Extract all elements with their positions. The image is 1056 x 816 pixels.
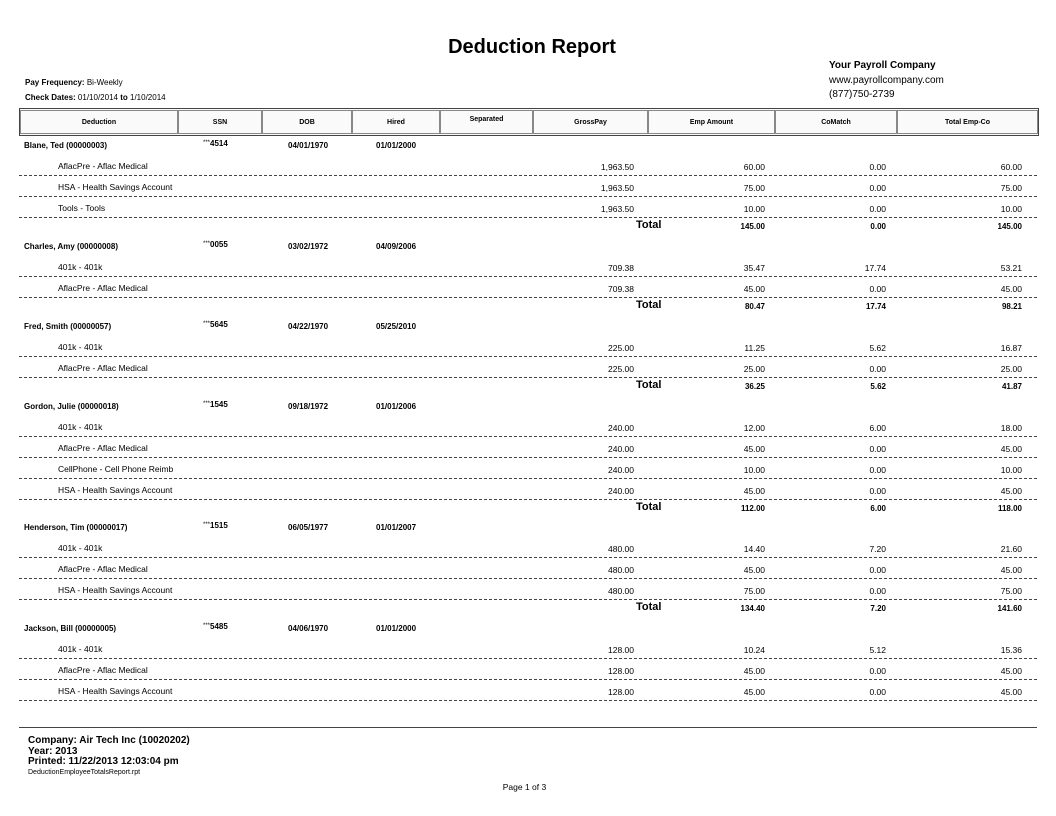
row-divider: [19, 658, 1037, 659]
deduction-row: [0, 581, 1056, 602]
ssn-mask: ***: [203, 140, 211, 146]
row-divider: [19, 499, 1037, 500]
ssn-last4: 5485: [210, 622, 228, 631]
emp-amount: 45.00: [743, 565, 765, 575]
deduction-name: HSA - Health Savings Account: [58, 585, 173, 595]
co-match: 0.00: [869, 444, 886, 454]
emp-amount: 10.24: [743, 645, 765, 655]
employee-name: Jackson, Bill (00000005): [24, 624, 117, 633]
ssn-mask: ***: [203, 401, 211, 407]
gross-pay: 240.00: [608, 486, 634, 496]
co-match: 0.00: [869, 586, 886, 596]
gross-pay: 709.38: [608, 263, 634, 273]
co-match: 7.20: [869, 544, 886, 554]
emp-amount: 45.00: [743, 687, 765, 697]
employee-total-row: [0, 379, 1056, 395]
total-emp-co: 18.00: [1000, 423, 1022, 433]
row-divider: [19, 297, 1037, 298]
employee-total-row: [0, 299, 1056, 315]
footer-printed: Printed: 11/22/2013 12:03:04 pm: [28, 756, 179, 767]
employee-hired: 04/09/2006: [376, 242, 417, 251]
emp-amount: 45.00: [743, 444, 765, 454]
ssn-mask: ***: [203, 241, 211, 247]
total-emp-co-sum: 98.21: [1001, 302, 1022, 311]
deduction-name: HSA - Health Savings Account: [58, 182, 173, 192]
employee-name: Fred, Smith (00000057): [24, 322, 112, 331]
row-divider: [19, 679, 1037, 680]
employee-ssn: [203, 139, 228, 148]
footer-report-file: DeductionEmployeeTotalsReport.rpt: [28, 768, 141, 776]
emp-amount: 45.00: [743, 666, 765, 676]
col-header-separated: Separated: [440, 110, 533, 134]
check-dates-line: [25, 91, 166, 106]
employee-dob: 04/06/1970: [288, 624, 329, 633]
col-header-hired: Hired: [352, 110, 440, 134]
total-co-match: 5.62: [870, 382, 886, 391]
pay-frequency-label: Pay Frequency:: [25, 78, 85, 87]
payroll-company-phone: (877)750-2739: [829, 89, 895, 100]
page-number: Page 1 of 3: [502, 782, 547, 792]
emp-amount: 60.00: [743, 162, 765, 172]
total-emp-amount: 145.00: [740, 222, 765, 231]
employee-dob: 06/05/1977: [288, 523, 329, 532]
deduction-row: [0, 258, 1056, 279]
report-title: Deduction Report: [448, 36, 616, 58]
emp-amount: 11.25: [744, 343, 765, 353]
deduction-row: [0, 640, 1056, 661]
emp-amount: 75.00: [743, 183, 765, 193]
employee-ssn: [203, 521, 228, 530]
employee-ssn: [203, 240, 228, 249]
ssn-mask: ***: [203, 321, 211, 327]
deduction-name: AflacPre - Aflac Medical: [58, 564, 148, 574]
total-emp-co: 10.00: [1000, 465, 1022, 475]
col-header-deduction: Deduction: [20, 110, 178, 134]
total-emp-co: 45.00: [1000, 284, 1022, 294]
total-co-match: 0.00: [870, 222, 886, 231]
employee-hired: 01/01/2000: [376, 624, 417, 633]
total-label: Total: [636, 601, 662, 613]
gross-pay: 240.00: [608, 423, 634, 433]
emp-amount: 45.00: [743, 486, 765, 496]
row-divider: [19, 276, 1037, 277]
employee-total-row: [0, 501, 1056, 517]
total-emp-co: 25.00: [1000, 364, 1022, 374]
deduction-row: [0, 178, 1056, 199]
footer-rule: [19, 727, 1037, 728]
gross-pay: 240.00: [608, 444, 634, 454]
employee-total-row: [0, 219, 1056, 235]
emp-amount: 75.00: [743, 586, 765, 596]
total-label: Total: [636, 501, 662, 513]
gross-pay: 128.00: [608, 666, 634, 676]
gross-pay: 1,963.50: [600, 162, 634, 172]
deduction-name: AflacPre - Aflac Medical: [58, 443, 148, 453]
co-match: 6.00: [869, 423, 886, 433]
gross-pay: 128.00: [608, 645, 634, 655]
employee-name: Blane, Ted (00000003): [24, 141, 108, 150]
total-emp-co: 45.00: [1000, 486, 1022, 496]
col-header-total-emp-co: Total Emp-Co: [897, 110, 1038, 134]
table-header: [19, 108, 1039, 136]
row-divider: [19, 217, 1037, 218]
check-date-to-label: to: [120, 92, 128, 102]
employee-hired: 01/01/2000: [376, 141, 417, 150]
employee-dob: 04/22/1970: [288, 322, 329, 331]
report-meta: [25, 76, 166, 105]
co-match: 0.00: [869, 486, 886, 496]
employee-dob: 09/18/1972: [288, 402, 329, 411]
total-emp-co: 75.00: [1000, 586, 1022, 596]
total-emp-amount: 36.25: [744, 382, 765, 391]
deduction-row: [0, 359, 1056, 380]
deduction-name: 401k - 401k: [58, 262, 103, 272]
co-match: 0.00: [869, 687, 886, 697]
deduction-name: Tools - Tools: [58, 203, 106, 213]
deduction-row: [0, 539, 1056, 560]
total-emp-co: 21.60: [1000, 544, 1022, 554]
total-emp-co: 15.36: [1000, 645, 1022, 655]
emp-amount: 14.40: [743, 544, 765, 554]
employee-ssn: [203, 622, 228, 631]
pay-frequency-value: Bi-Weekly: [86, 78, 123, 87]
total-emp-co: 10.00: [1000, 204, 1022, 214]
employee-hired: 01/01/2007: [376, 523, 417, 532]
co-match: 0.00: [869, 204, 886, 214]
employee-hired: 01/01/2006: [376, 402, 417, 411]
row-divider: [19, 478, 1037, 479]
emp-amount: 25.00: [743, 364, 765, 374]
ssn-last4: 1515: [210, 521, 228, 530]
employee-total-row: [0, 601, 1056, 617]
row-divider: [19, 175, 1037, 176]
footer-company: Company: Air Tech Inc (10020202): [28, 735, 190, 746]
ssn-last4: 4514: [210, 139, 228, 148]
deduction-name: HSA - Health Savings Account: [58, 485, 173, 495]
deduction-row: [0, 481, 1056, 502]
deduction-row: [0, 661, 1056, 682]
co-match: 17.74: [864, 263, 886, 273]
row-divider: [19, 436, 1037, 437]
employee-ssn: [203, 320, 228, 329]
total-emp-co: 16.87: [1000, 343, 1022, 353]
employee-name: Gordon, Julie (00000018): [24, 402, 119, 411]
deduction-row: [0, 560, 1056, 581]
row-divider: [19, 377, 1037, 378]
total-emp-co-sum: 118.00: [997, 504, 1022, 513]
payroll-company-website: www.payrollcompany.com: [829, 74, 944, 86]
col-header-dob: DOB: [262, 110, 352, 134]
co-match: 0.00: [869, 162, 886, 172]
emp-amount: 10.00: [743, 204, 765, 214]
col-header-emp-amount: Emp Amount: [648, 110, 775, 134]
co-match: 0.00: [869, 183, 886, 193]
row-divider: [19, 196, 1037, 197]
employee-dob: 04/01/1970: [288, 141, 329, 150]
total-emp-co: 45.00: [1000, 565, 1022, 575]
co-match: 0.00: [869, 565, 886, 575]
check-date-to: 1/10/2014: [130, 92, 166, 102]
deduction-name: AflacPre - Aflac Medical: [58, 363, 148, 373]
total-emp-co-sum: 141.60: [997, 604, 1022, 613]
gross-pay: 1,963.50: [600, 204, 634, 214]
total-emp-co: 75.00: [1000, 183, 1022, 193]
gross-pay: 1,963.50: [600, 183, 634, 193]
employee-name: Henderson, Tim (00000017): [24, 523, 128, 532]
total-emp-co: 60.00: [1000, 162, 1022, 172]
deduction-name: 401k - 401k: [58, 543, 103, 553]
footer-year: Year: 2013: [28, 745, 78, 757]
employee-name: Charles, Amy (00000008): [24, 242, 118, 251]
row-divider: [19, 578, 1037, 579]
deduction-name: 401k - 401k: [58, 342, 103, 352]
co-match: 0.00: [869, 364, 886, 374]
deduction-row: [0, 418, 1056, 439]
employee-ssn: [203, 400, 228, 409]
ssn-mask: ***: [203, 522, 211, 528]
co-match: 5.62: [869, 343, 886, 353]
gross-pay: 709.38: [608, 284, 634, 294]
ssn-last4: 0055: [210, 240, 228, 249]
ssn-mask: ***: [203, 623, 211, 629]
row-divider: [19, 700, 1037, 701]
employee-dob: 03/02/1972: [288, 242, 329, 251]
deduction-name: 401k - 401k: [58, 644, 103, 654]
deduction-name: CellPhone - Cell Phone Reimb: [58, 464, 174, 474]
deduction-name: HSA - Health Savings Account: [58, 686, 173, 696]
row-divider: [19, 599, 1037, 600]
deduction-name: AflacPre - Aflac Medical: [58, 283, 148, 293]
gross-pay: 480.00: [608, 586, 634, 596]
emp-amount: 10.00: [743, 465, 765, 475]
gross-pay: 480.00: [608, 565, 634, 575]
gross-pay: 128.00: [608, 687, 634, 697]
deduction-row: [0, 338, 1056, 359]
gross-pay: 225.00: [608, 343, 634, 353]
emp-amount: 12.00: [743, 423, 765, 433]
row-divider: [19, 356, 1037, 357]
total-emp-amount: 134.40: [740, 604, 765, 613]
emp-amount: 45.00: [743, 284, 765, 294]
total-emp-co: 45.00: [1000, 687, 1022, 697]
gross-pay: 240.00: [608, 465, 634, 475]
co-match: 5.12: [869, 645, 886, 655]
col-header-ssn: SSN: [178, 110, 262, 134]
deduction-name: AflacPre - Aflac Medical: [58, 161, 148, 171]
pay-frequency-line: [25, 76, 166, 91]
col-header-comatch: CoMatch: [775, 110, 897, 134]
total-emp-co: 45.00: [1000, 666, 1022, 676]
total-co-match: 6.00: [870, 504, 886, 513]
co-match: 0.00: [869, 465, 886, 475]
col-header-grosspay: GrossPay: [533, 110, 648, 134]
deduction-name: 401k - 401k: [58, 422, 103, 432]
total-emp-co: 45.00: [1000, 444, 1022, 454]
gross-pay: 225.00: [608, 364, 634, 374]
deduction-row: [0, 279, 1056, 300]
deduction-row: [0, 682, 1056, 703]
deduction-row: [0, 157, 1056, 178]
deduction-row: [0, 199, 1056, 220]
ssn-last4: 5645: [210, 320, 228, 329]
total-label: Total: [636, 299, 662, 311]
deduction-name: AflacPre - Aflac Medical: [58, 665, 148, 675]
total-co-match: 17.74: [865, 302, 886, 311]
employee-hired: 05/25/2010: [376, 322, 417, 331]
total-emp-amount: 80.47: [744, 302, 765, 311]
gross-pay: 480.00: [608, 544, 634, 554]
check-date-from: 01/10/2014: [77, 92, 118, 102]
emp-amount: 35.47: [743, 263, 765, 273]
total-co-match: 7.20: [870, 604, 886, 613]
co-match: 0.00: [869, 284, 886, 294]
total-emp-co-sum: 145.00: [997, 222, 1022, 231]
payroll-company-block: [829, 59, 944, 103]
total-label: Total: [636, 219, 662, 231]
co-match: 0.00: [869, 666, 886, 676]
total-emp-amount: 112.00: [740, 504, 765, 513]
ssn-last4: 1545: [210, 400, 228, 409]
row-divider: [19, 557, 1037, 558]
row-divider: [19, 457, 1037, 458]
report-footer: [28, 736, 190, 778]
total-label: Total: [636, 379, 662, 391]
payroll-company-name: Your Payroll Company: [829, 60, 936, 71]
deduction-row: [0, 439, 1056, 460]
total-emp-co: 53.21: [1000, 263, 1022, 273]
check-dates-label: Check Dates:: [25, 92, 76, 102]
deduction-row: [0, 460, 1056, 481]
total-emp-co-sum: 41.87: [1001, 382, 1022, 391]
